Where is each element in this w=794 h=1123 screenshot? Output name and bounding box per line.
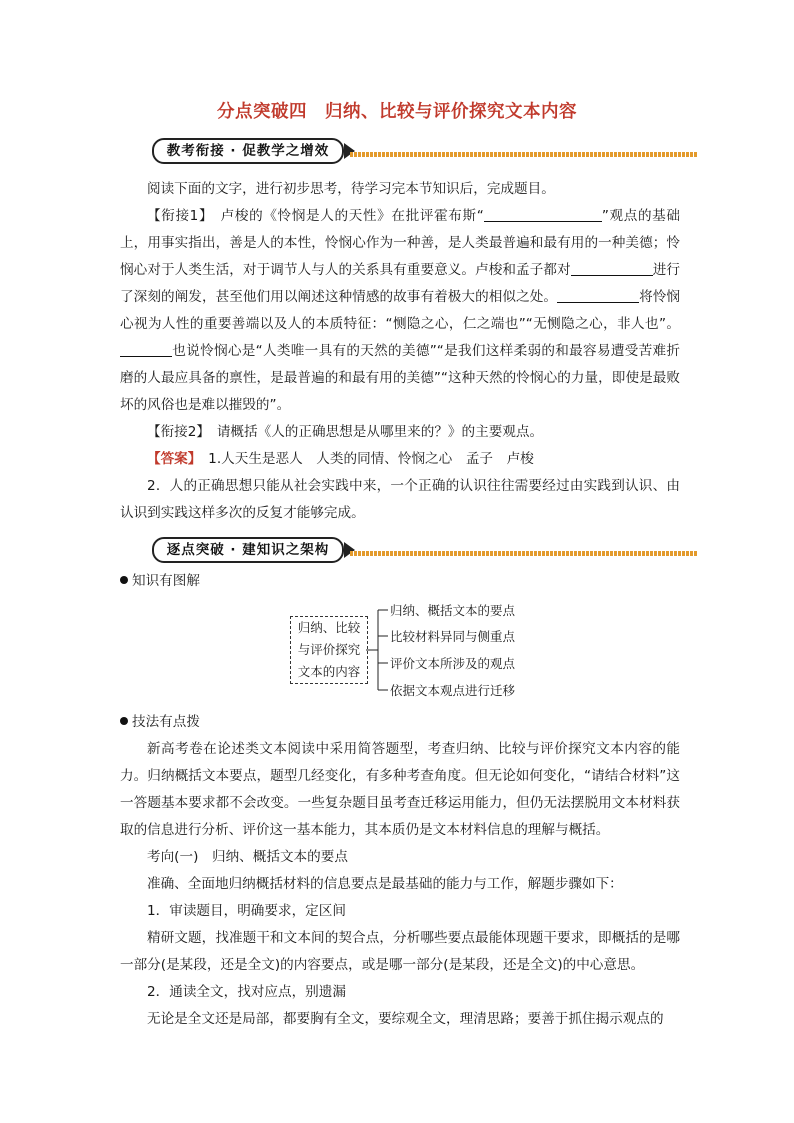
link1-text-3: 进行了深刻的阐发，甚至他们用以阐述这种情感的故事有着极大的相似之处。 <box>120 262 681 305</box>
diagram-heading: 知识有图解 <box>120 568 680 595</box>
banner-dotted-line <box>350 551 698 556</box>
knowledge-diagram <box>290 598 550 698</box>
link1-tag: 【衔接1】 <box>147 208 207 224</box>
banner-dotted-line <box>350 152 698 157</box>
answer-line-2: 2．人的正确思想只能从社会实践中来，一个正确的认识往往需要经过由实践到认识、由认识到实践这样多次的反复才能够完成。 <box>120 478 680 521</box>
steps-intro: 准确、全面地归纳概括材料的信息要点是最基础的能力与工作，解题步骤如下： <box>147 876 623 892</box>
section-banner-teaching <box>152 138 698 164</box>
diagram-root-box: 归纳、比较与评价探究文本的内容 <box>290 616 368 684</box>
blank-1 <box>484 207 602 222</box>
link2-text: 请概括《人的正确思想是从哪里来的？》的主要观点。 <box>216 424 544 440</box>
link1-text-1: 卢梭的《怜悯是人的天性》在批评霍布斯“ <box>220 208 484 224</box>
link1-text-5: 也说怜悯心是“人类唯一具有的天然的美德”“是我们这样柔弱的和最容易遭受苦难折磨的人最应具备的禀性，是最普遍的和最有用的美德”“这种天然的怜悯心的力量，即使是最败坏的风俗也是难以摧毁的”。 <box>120 343 680 413</box>
blank-3 <box>557 288 639 303</box>
blank-2 <box>571 261 653 276</box>
diagram-item: 比较材料异同与侧重点 <box>390 629 516 644</box>
banner-label: 逐点突破 · 建知识之架构 <box>152 537 344 563</box>
diagram-item: 评价文本所涉及的观点 <box>390 656 516 671</box>
answer-line-1: 1.人天生是恶人 人类的同情、怜悯之心 孟子 卢梭 <box>208 451 534 467</box>
diagram-item: 依据文本观点进行迁移 <box>390 683 516 698</box>
link1-text-2: ”观点的基础上，用事实指出，善是人的本性，怜悯心作为一种善，是人类最普遍和最有用的一种美德；怜悯心对于人类生活，对于调节人与人的关系具有重要意义。卢梭和孟子都对 <box>120 208 680 278</box>
bullet-dot-icon <box>120 717 128 725</box>
page-title: 分点突破四 归纳、比较与评价探究文本内容 <box>217 102 577 122</box>
answer-tag: 【答案】 <box>147 451 195 467</box>
bullet-dot-icon <box>120 576 128 584</box>
tips-heading: 技法有点拨 <box>120 709 680 736</box>
link1-text-4: 将怜悯心视为人性的重要善端以及人的本质特征：“恻隐之心，仁之端也”“无恻隐之心，非人也”。 <box>120 289 681 332</box>
step-1-heading: 1．审读题目，明确要求，定区间 <box>147 903 346 919</box>
intro-paragraph: 阅读下面的文字，进行初步思考，待学习完本节知识后，完成题目。 <box>147 181 555 197</box>
step-2-paragraph: 无论是全文还是局部，都要胸有全文，要综观全文，理清思路；要善于抓住揭示观点的 <box>147 1011 664 1027</box>
banner-label: 教考衔接 · 促教学之增效 <box>152 138 344 164</box>
answer-paragraph <box>120 446 680 473</box>
step-2-heading: 2．通读全文，找对应点，别遗漏 <box>147 984 346 1000</box>
link2-tag: 【衔接2】 <box>147 424 204 440</box>
link2-paragraph <box>120 419 680 446</box>
blank-4 <box>120 342 172 357</box>
tips-paragraph: 新高考卷在论述类文本阅读中采用简答题型，考查归纳、比较与评价探究文本内容的能力。归纳概括文本要点，题型几经变化，有多种考查角度。但无论如何变化，“请结合材料”这一答题基本要求都不会改变。一些复杂题目虽考查迁移运用能力，但仍无法摆脱用文本材料获取的信息进行分析、评价这一基本能力，其本质仍是文本材料信息的理解与概括。 <box>120 741 680 838</box>
step-1-paragraph: 精研文题，找准题干和文本间的契合点，分析哪些要点最能体现题干要求，即概括的是哪一部分(是某段，还是全文)的内容要点，或是哪一部分(是某段，还是全文)的中心意思。 <box>120 930 680 973</box>
kaoxiang-heading: 考向(一) 归纳、概括文本的要点 <box>147 849 348 865</box>
link1-paragraph <box>120 203 680 419</box>
section-banner-knowledge <box>152 537 698 563</box>
diagram-item: 归纳、概括文本的要点 <box>390 603 516 618</box>
